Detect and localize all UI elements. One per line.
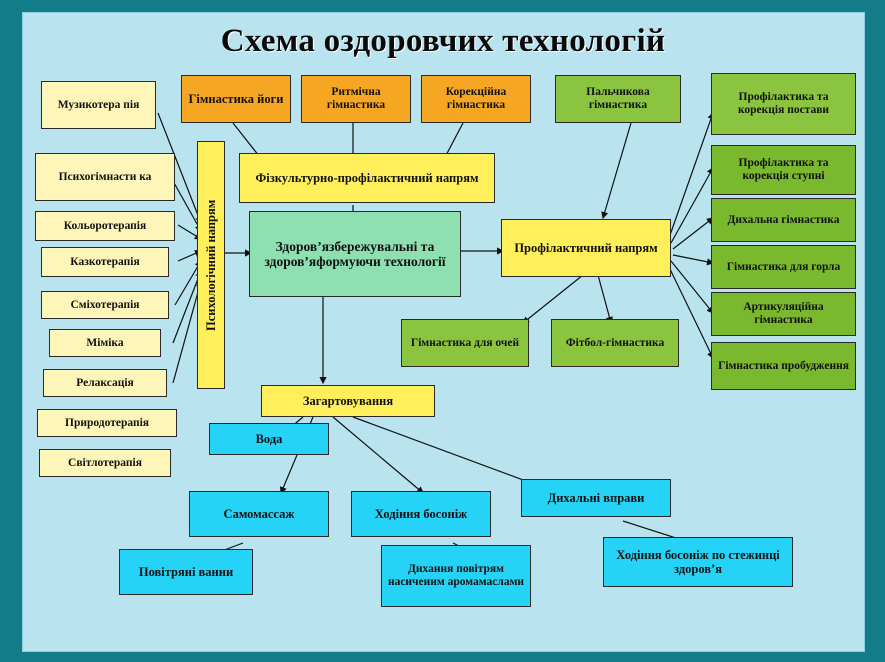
node-left-9[interactable]: Світлотерапія [39, 449, 171, 477]
node-left-3[interactable]: Кольоротерапія [35, 211, 175, 241]
node-hardening-1[interactable]: Вода [209, 423, 329, 455]
node-left-5[interactable]: Сміхотерапія [41, 291, 169, 319]
branch-preventive[interactable]: Профілактичний напрям [501, 219, 671, 277]
node-left-2[interactable]: Психогімнасти ка [35, 153, 175, 201]
branch-physical[interactable]: Фізкультурно-профілактичний напрям [239, 153, 495, 203]
node-hardening-5[interactable]: Повітряні ванни [119, 549, 253, 595]
node-left-8[interactable]: Природотерапія [37, 409, 177, 437]
node-orange-3[interactable]: Корекційна гімнастика [421, 75, 531, 123]
node-right-4[interactable]: Гімнастика для горла [711, 245, 856, 289]
node-right-6[interactable]: Гімнастика пробудження [711, 342, 856, 390]
node-left-6[interactable]: Міміка [49, 329, 161, 357]
node-hardening-4[interactable]: Дихальні вправи [521, 479, 671, 517]
node-right-1[interactable]: Профілактика та корекція постави [711, 73, 856, 135]
node-palchykova[interactable]: Пальчикова гімнастика [555, 75, 681, 123]
node-hardening-3[interactable]: Ходіння босоніж [351, 491, 491, 537]
node-hardening-2[interactable]: Самомассаж [189, 491, 329, 537]
node-left-1[interactable]: Музикотера пія [41, 81, 156, 129]
branch-hardening[interactable]: Загартовування [261, 385, 435, 417]
page-title: Схема оздоровчих технологій [220, 23, 666, 59]
node-hardening-6[interactable]: Дихання повітрям насичеиим аромамаслами [381, 545, 531, 607]
node-right-3[interactable]: Дихальна гімнастика [711, 198, 856, 242]
node-mid-2[interactable]: Фітбол-гімнастика [551, 319, 679, 367]
node-right-5[interactable]: Артикуляційна гімнастика [711, 292, 856, 336]
diagram-canvas [22, 12, 865, 652]
node-left-7[interactable]: Релаксація [43, 369, 167, 397]
node-right-2[interactable]: Профілактика та корекція ступні [711, 145, 856, 195]
branch-psychological[interactable]: Психологічний напрям [197, 141, 225, 389]
node-hardening-7[interactable]: Ходіння босоніж по стежинці здоров’я [603, 537, 793, 587]
node-orange-2[interactable]: Ритмічна гімнастика [301, 75, 411, 123]
node-left-4[interactable]: Казкотерапія [41, 247, 169, 277]
center-node[interactable]: Здоров’язбережувальні та здоров’яформуючи технології [249, 211, 461, 297]
node-mid-1[interactable]: Гімнастика для очей [401, 319, 529, 367]
node-orange-1[interactable]: Гімнастика йоги [181, 75, 291, 123]
